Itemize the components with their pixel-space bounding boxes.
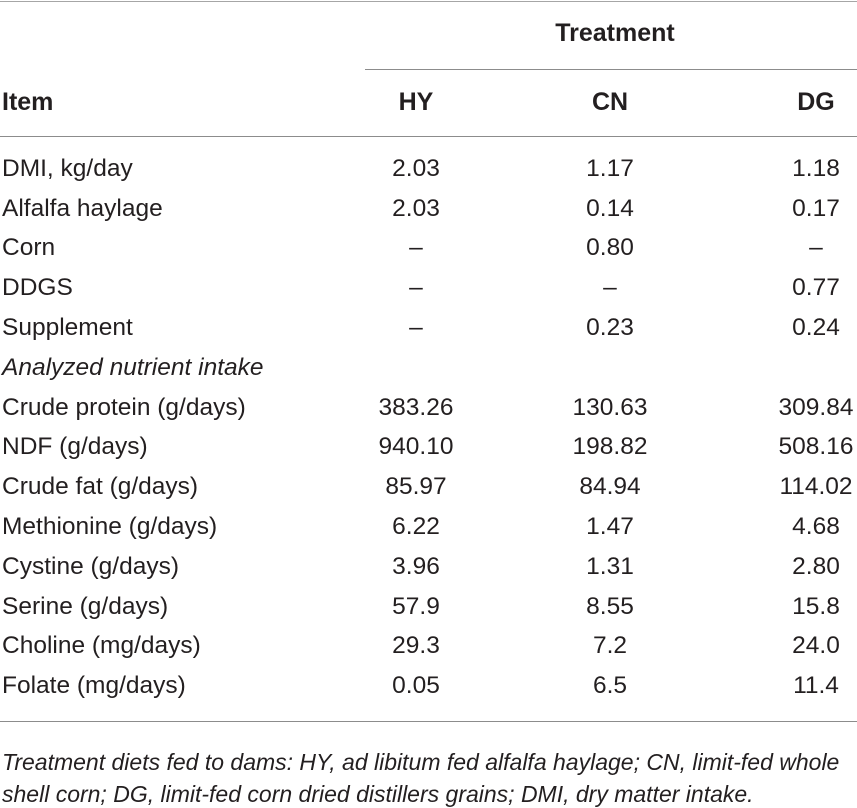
table-row (0, 388, 857, 428)
table-body (0, 149, 857, 706)
dg-value: – (809, 234, 823, 262)
dg-value: 0.17 (792, 194, 840, 222)
table-row (0, 666, 857, 706)
header-item: Item (2, 87, 54, 116)
dg-value: 309.84 (778, 393, 854, 421)
cn-value: 0.14 (586, 194, 634, 222)
table-row (0, 189, 857, 229)
treatment-group-rule (365, 69, 857, 70)
item-label: DDGS (2, 274, 73, 302)
hy-value: 85.97 (385, 473, 447, 501)
cn-value: 7.2 (592, 632, 628, 660)
cn-value: 130.63 (572, 393, 648, 421)
hy-value: 2.03 (392, 154, 440, 182)
item-label: Supplement (2, 314, 133, 342)
header-dg: DG (797, 87, 835, 116)
hy-value: 0.05 (392, 672, 440, 700)
table-row (0, 587, 857, 627)
hy-value: 383.26 (378, 393, 454, 421)
section-label: Analyzed nutrient intake (2, 353, 264, 381)
cn-value: 8.55 (586, 592, 634, 620)
hy-value: 29.3 (392, 632, 440, 660)
item-label: Methionine (g/days) (2, 513, 218, 541)
cn-value: 0.23 (586, 314, 634, 342)
table-row (0, 268, 857, 308)
hy-value: 57.9 (392, 592, 440, 620)
table-footnote-line-1: Treatment diets fed to dams: HY, ad libitum fed alfalfa haylage; CN, limit-fed whole (2, 749, 840, 775)
cn-value: 6.5 (592, 672, 628, 700)
header-cn: CN (591, 87, 629, 116)
item-label: NDF (g/days) (2, 433, 148, 461)
table-row (0, 507, 857, 547)
cn-value: 84.94 (579, 473, 641, 501)
dg-value: 0.24 (792, 314, 840, 342)
item-label: Corn (2, 234, 56, 262)
table-section-row (0, 348, 857, 388)
item-label: DMI, kg/day (2, 154, 133, 182)
cn-value: 1.47 (586, 513, 634, 541)
hy-value: – (409, 314, 423, 342)
dg-value: 508.16 (778, 433, 854, 461)
cn-value: 1.17 (586, 154, 634, 182)
cn-value: – (603, 274, 617, 302)
dg-value: 11.4 (793, 672, 839, 700)
table-row (0, 627, 857, 667)
table-header-row (0, 82, 857, 122)
hy-value: 6.22 (392, 513, 440, 541)
dg-value: 1.18 (792, 154, 840, 182)
header-rule (0, 136, 857, 137)
dg-value: 4.68 (792, 513, 840, 541)
cn-value: 198.82 (572, 433, 648, 461)
dg-value: 114.02 (779, 473, 853, 501)
hy-value: 940.10 (378, 433, 454, 461)
item-label: Alfalfa haylage (2, 194, 163, 222)
top-rule (0, 1, 857, 2)
hy-value: – (409, 274, 423, 302)
table-row (0, 308, 857, 348)
table-row (0, 428, 857, 468)
table-footnote-line-2: shell corn; DG, limit-fed corn dried distillers grains; DMI, dry matter intake. (2, 781, 754, 807)
item-label: Serine (g/days) (2, 592, 169, 620)
hy-value: 2.03 (392, 194, 440, 222)
hy-value: – (409, 234, 423, 262)
item-label: Cystine (g/days) (2, 552, 180, 580)
table-row (0, 547, 857, 587)
table-row (0, 229, 857, 269)
table-row (0, 149, 857, 189)
table-row (0, 467, 857, 507)
cn-value: 0.80 (586, 234, 634, 262)
item-label: Crude protein (g/days) (2, 393, 246, 421)
hy-value: 3.96 (392, 552, 440, 580)
header-hy: HY (398, 87, 434, 116)
cn-value: 1.31 (586, 552, 634, 580)
item-label: Crude fat (g/days) (2, 473, 199, 501)
dg-value: 2.80 (792, 552, 840, 580)
item-label: Choline (mg/days) (2, 632, 201, 660)
dg-value: 24.0 (792, 632, 840, 660)
dg-value: 15.8 (792, 592, 840, 620)
treatment-group-header: Treatment (555, 19, 675, 47)
dg-value: 0.77 (792, 274, 840, 302)
item-label: Folate (mg/days) (2, 672, 186, 700)
bottom-rule (0, 721, 857, 722)
